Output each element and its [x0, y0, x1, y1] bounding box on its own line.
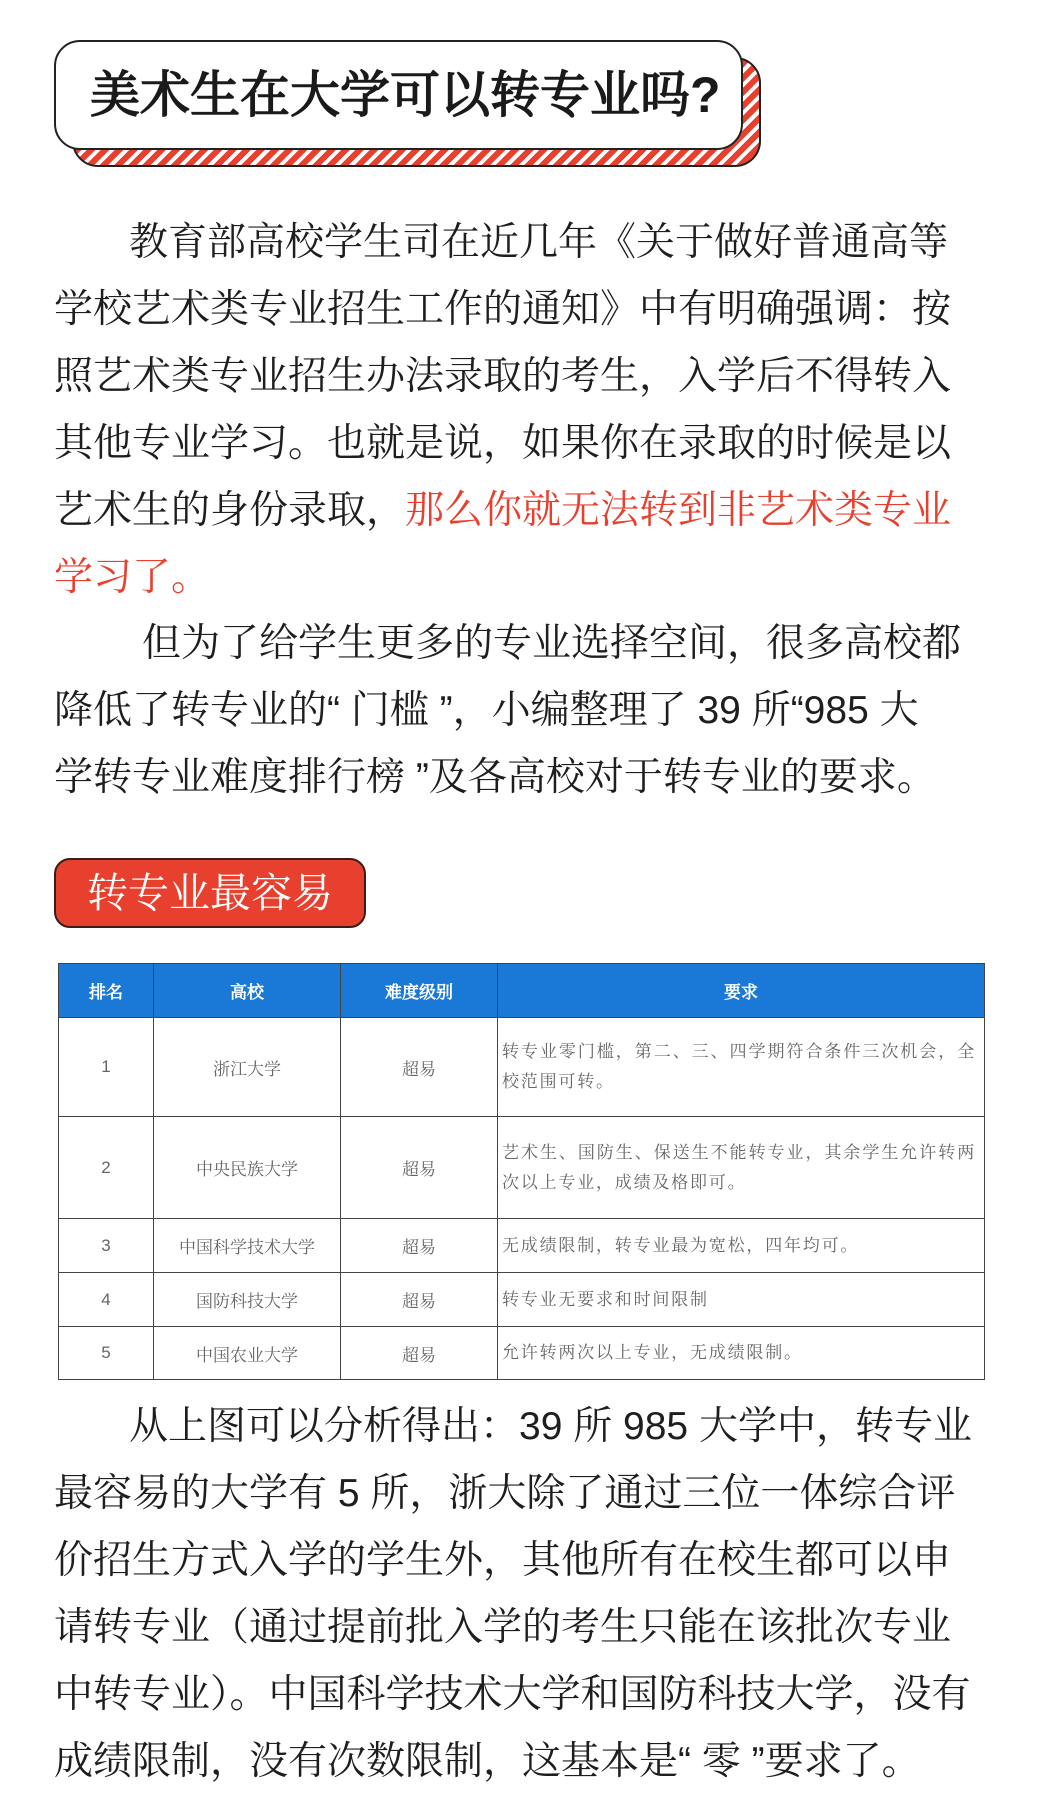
intro-line: 其他专业学习。也就是说，如果你在录取的时候是以 [54, 422, 952, 465]
header-difficulty: 难度级别 [341, 964, 498, 1018]
cell-university: 浙江大学 [154, 1018, 341, 1117]
table-row [59, 1327, 985, 1380]
cell-rank: 5 [59, 1327, 154, 1380]
table-row [59, 1273, 985, 1327]
cell-requirement: 转专业零门槛，第二、三、四学期符合条件三次机会，全校范围可转。 [498, 1018, 985, 1117]
table-header-row [59, 964, 985, 1018]
ranking-table [58, 963, 985, 1380]
note-line: 但为了给学生更多的专业选择空间，很多高校都 [142, 622, 962, 665]
intro-highlight-line: 学习了。 [54, 556, 211, 599]
analysis-paragraph [54, 1393, 972, 1795]
note-line: 降低了转专业的“ 门槛 ”，小编整理了 39 所“985 大 [54, 689, 919, 732]
cell-difficulty: 超易 [341, 1219, 498, 1273]
cell-university: 中央民族大学 [154, 1117, 341, 1219]
intro-line-text: 艺术生的身份录取， [54, 489, 406, 532]
cell-difficulty: 超易 [341, 1018, 498, 1117]
note-line: 学转专业难度排行榜 ”及各高校对于转专业的要求。 [54, 756, 936, 799]
cell-requirement: 无成绩限制，转专业最为宽松，四年均可。 [498, 1219, 985, 1273]
cell-rank: 3 [59, 1219, 154, 1273]
analysis-line: 成绩限制，没有次数限制，这基本是“ 零 ”要求了。 [54, 1740, 921, 1783]
intro-line: 照艺术类专业招生办法录取的考生，入学后不得转入 [54, 355, 952, 398]
header-requirement: 要求 [498, 964, 985, 1018]
title-box [54, 40, 743, 150]
note-paragraph [54, 610, 961, 811]
cell-difficulty: 超易 [341, 1273, 498, 1327]
intro-line [54, 477, 951, 544]
table-row [59, 1018, 985, 1117]
intro-paragraph [54, 209, 951, 611]
header-rank: 排名 [59, 964, 154, 1018]
analysis-line: 中转专业）。中国科学技术大学和国防科技大学，没有 [54, 1673, 971, 1716]
table-row [59, 1117, 985, 1219]
intro-line: 学校艺术类专业招生工作的通知》中有明确强调：按 [54, 288, 952, 331]
cell-difficulty: 超易 [341, 1327, 498, 1380]
cell-university: 中国农业大学 [154, 1327, 341, 1380]
cell-rank: 4 [59, 1273, 154, 1327]
cell-university: 中国科学技术大学 [154, 1219, 341, 1273]
table-row [59, 1219, 985, 1273]
intro-line: 教育部高校学生司在近几年《关于做好普通高等 [129, 221, 949, 264]
analysis-line: 价招生方式入学的学生外，其他所有在校生都可以申 [54, 1539, 952, 1582]
intro-highlight-text: 那么你就无法转到非艺术类专业 [405, 489, 952, 532]
cell-requirement: 转专业无要求和时间限制 [498, 1273, 985, 1327]
cell-requirement: 艺术生、国防生、保送生不能转专业，其余学生允许转两次以上专业，成绩及格即可。 [498, 1117, 985, 1219]
header-university: 高校 [154, 964, 341, 1018]
cell-university: 国防科技大学 [154, 1273, 341, 1327]
analysis-line: 请转专业（通过提前批入学的考生只能在该批次专业 [54, 1606, 952, 1649]
cell-rank: 2 [59, 1117, 154, 1219]
analysis-line: 从上图可以分析得出：39 所 985 大学中，转专业 [129, 1405, 972, 1448]
cell-requirement: 允许转两次以上专业，无成绩限制。 [498, 1327, 985, 1380]
section-tag: 转专业最容易 [54, 858, 366, 928]
analysis-line: 最容易的大学有 5 所，浙大除了通过三位一体综合评 [54, 1472, 956, 1515]
cell-difficulty: 超易 [341, 1117, 498, 1219]
cell-rank: 1 [59, 1018, 154, 1117]
article-title: 美术生在大学可以转专业吗? [90, 67, 721, 123]
